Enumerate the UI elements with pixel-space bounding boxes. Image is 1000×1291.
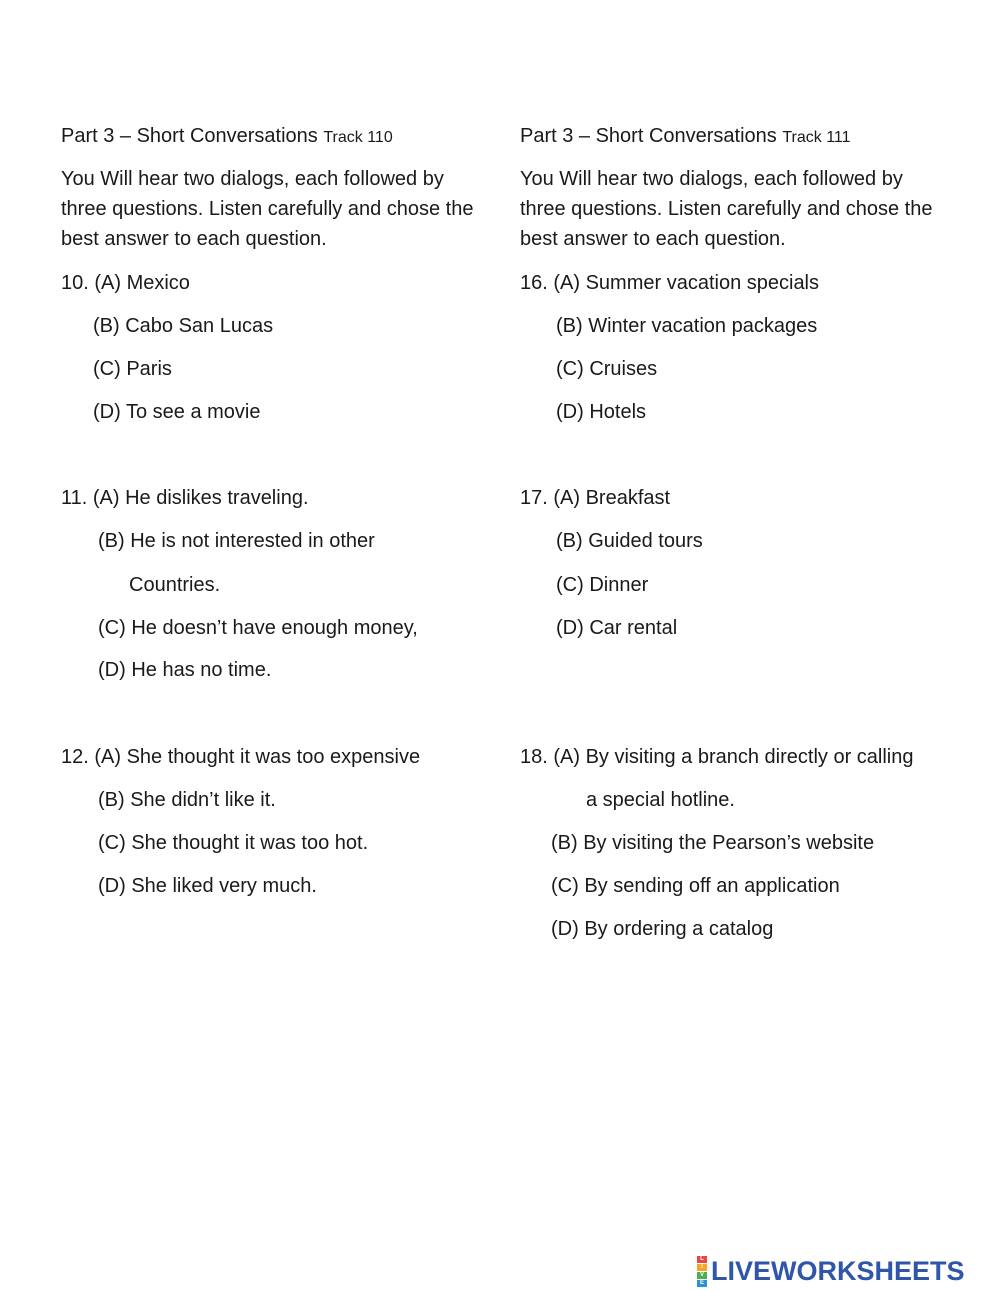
q10-option-a[interactable]: 10. (A) Mexico (61, 272, 190, 294)
q17-option-a[interactable]: 17. (A) Breakfast (520, 487, 671, 509)
q18-option-b[interactable]: (B) By visiting the Pearson’s website (551, 832, 875, 854)
instructions-right: You Will hear two dialogs, each followed by three questions. Listen carefully and chose the best answer to each question. (520, 168, 933, 250)
q12-option-c[interactable]: (C) She thought it was too hot. (98, 832, 369, 854)
q16-option-b[interactable]: (B) Winter vacation packages (556, 315, 818, 337)
q12-option-b[interactable]: (B) She didn’t like it. (98, 789, 276, 811)
q16-option-d[interactable]: (D) Hotels (556, 401, 647, 423)
q17-option-c[interactable]: (C) Dinner (556, 574, 649, 596)
q18-option-d[interactable]: (D) By ordering a catalog (551, 918, 774, 940)
q18-option-a-continued: a special hotline. (586, 789, 735, 811)
logo-mark-icon (697, 1256, 707, 1287)
track-label: Track 111 (782, 129, 851, 146)
logo-block: L (697, 1256, 707, 1263)
liveworksheets-logo (697, 1254, 965, 1288)
q10-option-d[interactable]: (D) To see a movie (93, 401, 261, 423)
q17-option-b[interactable]: (B) Guided tours (556, 530, 703, 552)
q11-option-b-continued: Countries. (129, 574, 221, 596)
section-title-left (61, 124, 393, 150)
q17-option-d[interactable]: (D) Car rental (556, 617, 678, 639)
q10-option-b[interactable]: (B) Cabo San Lucas (93, 315, 274, 337)
q12-option-d[interactable]: (D) She liked very much. (98, 875, 317, 897)
track-label: Track 110 (323, 129, 393, 146)
q16-option-a[interactable]: 16. (A) Summer vacation specials (520, 272, 820, 294)
q11-option-d[interactable]: (D) He has no time. (98, 659, 272, 681)
title-text: Part 3 – Short Conversations (520, 125, 777, 147)
logo-block: V (697, 1272, 707, 1279)
q11-option-a[interactable]: 11. (A) He dislikes traveling. (61, 487, 309, 509)
q12-option-a[interactable]: 12. (A) She thought it was too expensive (61, 746, 421, 768)
q11-option-c[interactable]: (C) He doesn’t have enough money, (98, 617, 418, 639)
title-text: Part 3 – Short Conversations (61, 125, 318, 147)
section-title-right (520, 124, 851, 150)
logo-text: LIVEWORKSHEETS (711, 1256, 965, 1286)
q10-option-c[interactable]: (C) Paris (93, 358, 172, 380)
logo-block: I (697, 1264, 707, 1271)
q18-option-c[interactable]: (C) By sending off an application (551, 875, 840, 897)
logo-block: E (697, 1280, 707, 1287)
q16-option-c[interactable]: (C) Cruises (556, 358, 658, 380)
instructions-left: You Will hear two dialogs, each followed by three questions. Listen carefully and chose the best answer to each question. (61, 168, 474, 250)
q11-option-b[interactable]: (B) He is not interested in other (98, 530, 375, 552)
q18-option-a[interactable]: 18. (A) By visiting a branch directly or calling (520, 746, 914, 768)
